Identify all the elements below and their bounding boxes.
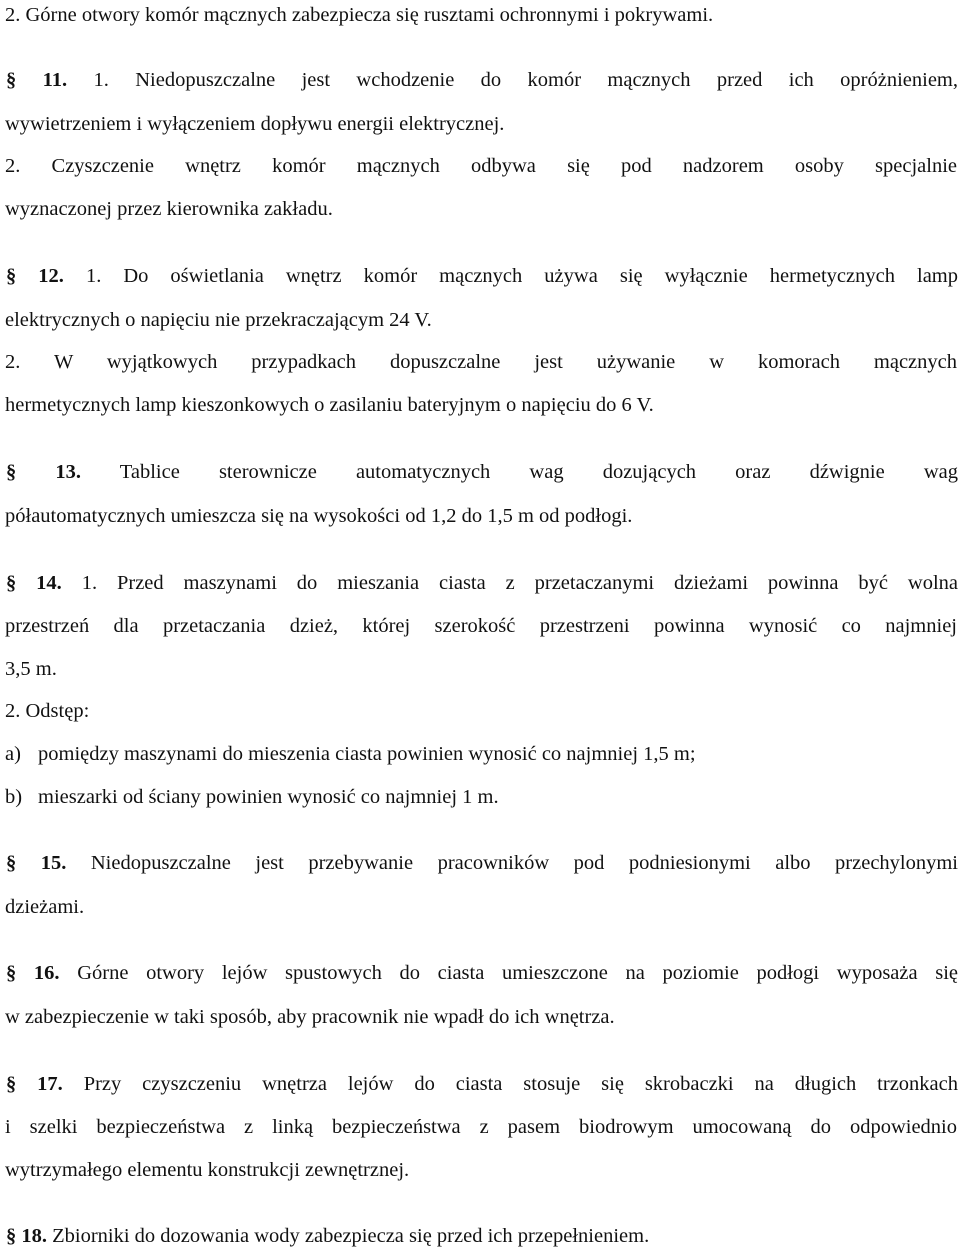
paragraph-line <box>5 111 957 137</box>
line-text: wywietrzeniem i wyłączeniem dopływu energii elektrycznej. <box>5 113 505 135</box>
paragraph-line <box>6 570 958 596</box>
section-number: § 14. <box>6 572 62 594</box>
paragraph-line <box>5 656 957 682</box>
paragraph-line <box>5 2 957 28</box>
line-text: przestrzeń dla przetaczania dzież, której szerokość przestrzeni powinna wynosić co najmniej <box>5 615 957 637</box>
list-item <box>5 784 957 810</box>
section-number: § 13. <box>6 461 82 483</box>
section-number: § 12. <box>6 265 64 287</box>
paragraph-line <box>6 263 958 289</box>
paragraph-line <box>5 392 957 418</box>
paragraph-line <box>6 459 958 485</box>
line-text: półautomatycznych umieszcza się na wysokości od 1,2 do 1,5 m od podłogi. <box>5 505 633 527</box>
paragraph-line <box>5 153 957 179</box>
line-text: wyznaczonej przez kierownika zakładu. <box>5 198 333 220</box>
line-text: 1. Do oświetlania wnętrz komór mącznych używa się wyłącznie hermetycznych lamp <box>85 265 958 287</box>
line-text: 1. Niedopuszczalne jest wchodzenie do komór mącznych przed ich opróżnieniem, <box>93 69 959 91</box>
paragraph-line <box>6 67 958 93</box>
paragraph-line <box>5 1157 957 1183</box>
line-text: 2. Odstęp: <box>5 700 90 722</box>
line-text: Niedopuszczalne jest przebywanie pracowników pod podniesionymi albo przechylonymi <box>90 852 958 874</box>
section-number: § 18. <box>6 1225 47 1247</box>
paragraph-line <box>6 850 958 876</box>
paragraph-line <box>6 960 958 986</box>
section-number: § 17. <box>6 1073 63 1095</box>
section-number: § 16. <box>6 962 60 984</box>
list-item <box>5 741 957 767</box>
line-text: dzieżami. <box>5 896 85 918</box>
line-text: Przy czyszczeniu wnętrza lejów do ciasta stosuje się skrobaczki na długich trzonkach <box>83 1073 958 1095</box>
paragraph-line <box>5 894 957 920</box>
section-number: § 15. <box>6 852 67 874</box>
paragraph-line <box>6 1223 958 1249</box>
line-text: Zbiorniki do dozowania wody zabezpiecza się przed ich przepełnieniem. <box>52 1225 650 1247</box>
section-number: § 11. <box>6 69 68 91</box>
paragraph-line <box>5 196 957 222</box>
line-text: 1. Przed maszynami do mieszania ciasta z przetaczanymi dzieżami powinna być wolna <box>81 572 959 594</box>
paragraph-line <box>5 503 957 529</box>
line-text: pomiędzy maszynami do mieszenia ciasta powinien wynosić co najmniej 1,5 m; <box>38 743 696 765</box>
paragraph-line <box>5 1004 957 1030</box>
paragraph-line <box>5 1114 957 1140</box>
paragraph-line <box>5 613 957 639</box>
line-text: 2. W wyjątkowych przypadkach dopuszczalne jest używanie w komorach mącznych <box>5 351 957 373</box>
paragraph-line <box>5 698 957 724</box>
line-text: i szelki bezpieczeństwa z linką bezpieczeństwa z pasem biodrowym umocowaną do odpowiednio <box>5 1116 957 1138</box>
line-text: w zabezpieczenie w taki sposób, aby pracownik nie wpadł do ich wnętrza. <box>5 1006 615 1028</box>
line-text: wytrzymałego elementu konstrukcji zewnętrznej. <box>5 1159 410 1181</box>
paragraph-line <box>5 349 957 375</box>
paragraph-line <box>5 307 957 333</box>
line-text: 2. Górne otwory komór mącznych zabezpiecza się rusztami ochronnymi i pokrywami. <box>5 4 714 26</box>
paragraph-line <box>6 1071 958 1097</box>
line-text: Górne otwory lejów spustowych do ciasta umieszczone na poziomie podłogi wyposaża się <box>77 962 959 984</box>
line-text: elektrycznych o napięciu nie przekraczającym 24 V. <box>5 309 432 331</box>
line-text: 2. Czyszczenie wnętrz komór mącznych odbywa się pod nadzorem osoby specjalnie <box>5 155 957 177</box>
list-item-label: b) <box>5 786 23 808</box>
line-text: hermetycznych lamp kieszonkowych o zasilaniu bateryjnym o napięciu do 6 V. <box>5 394 654 416</box>
line-text: Tablice sterownicze automatycznych wag dozujących oraz dźwignie wag <box>119 461 959 483</box>
line-text: mieszarki od ściany powinien wynosić co najmniej 1 m. <box>38 786 499 808</box>
line-text: 3,5 m. <box>5 658 57 680</box>
list-item-label: a) <box>5 743 21 765</box>
